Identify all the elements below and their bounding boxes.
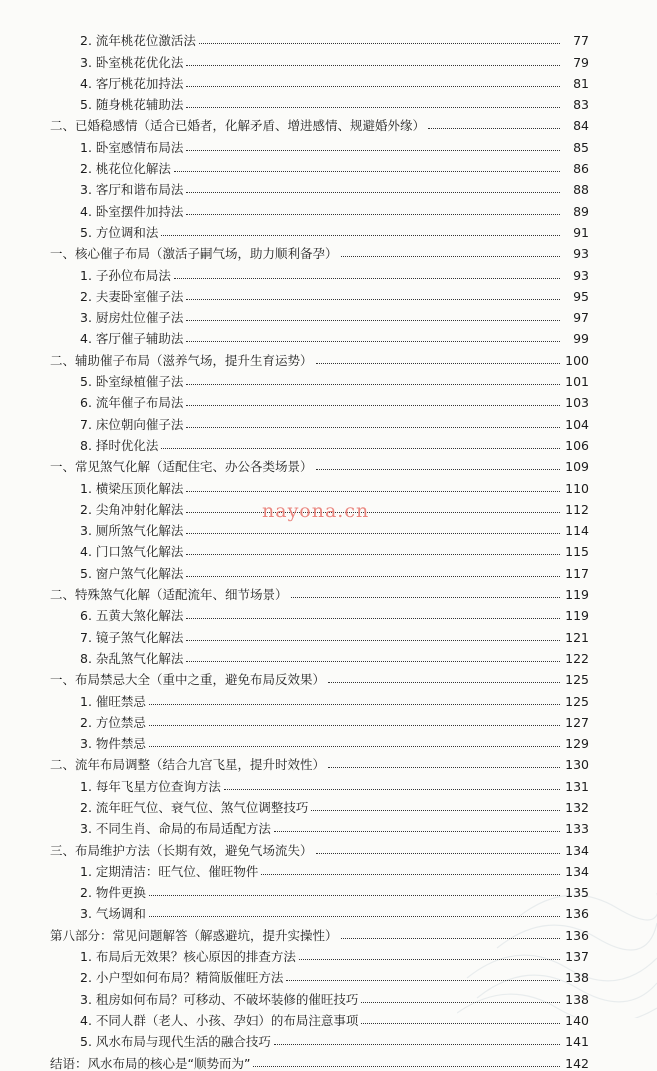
toc-leader-dots	[328, 767, 560, 768]
toc-entry[interactable]	[0, 730, 657, 751]
toc-leader-dots	[316, 363, 560, 364]
toc-entry-page-number: 115	[565, 544, 589, 560]
toc-leader-dots	[186, 384, 560, 385]
toc-entry-page-number: 129	[565, 736, 589, 752]
toc-leader-dots	[328, 682, 560, 683]
toc-entry-title: 6. 流年催子布局法	[80, 395, 184, 411]
toc-entry-title: 4. 卧室摆件加持法	[80, 203, 184, 219]
toc-entry-page-number: 93	[573, 267, 589, 283]
toc-entry-title: 1. 每年飞星方位查询方法	[80, 778, 221, 794]
toc-entry-title: 4. 门口煞气化解法	[80, 544, 184, 560]
toc-entry[interactable]	[0, 27, 657, 48]
toc-leader-dots	[286, 980, 560, 981]
toc-entry[interactable]	[0, 176, 657, 197]
toc-leader-dots	[161, 448, 560, 449]
toc-entry[interactable]	[0, 602, 657, 623]
toc-entry-page-number: 89	[573, 203, 589, 219]
toc-entry[interactable]	[0, 155, 657, 176]
toc-entry-page-number: 134	[565, 863, 589, 879]
toc-entry[interactable]	[0, 48, 657, 69]
toc-entry-title: 6. 五黄大煞化解法	[80, 608, 184, 624]
toc-leader-dots	[186, 341, 560, 342]
toc-leader-dots	[361, 1023, 560, 1024]
toc-entry[interactable]	[0, 751, 657, 772]
toc-entry[interactable]	[0, 559, 657, 580]
toc-leader-dots	[361, 1002, 560, 1003]
toc-entry[interactable]	[0, 709, 657, 730]
toc-entry-title: 8. 杂乱煞气化解法	[80, 650, 184, 666]
toc-entry-title: 5. 窗户煞气化解法	[80, 565, 184, 581]
toc-entry-title: 2. 方位禁忌	[80, 714, 146, 730]
toc-leader-dots	[149, 725, 560, 726]
toc-entry-page-number: 93	[573, 246, 589, 262]
toc-entry-page-number: 91	[573, 224, 589, 240]
toc-entry-title: 2. 流年桃花位激活法	[80, 33, 196, 49]
toc-entry[interactable]	[0, 133, 657, 154]
toc-entry-title: 1. 子孙位布局法	[80, 267, 171, 283]
toc-leader-dots	[186, 554, 560, 555]
toc-entry-page-number: 79	[573, 54, 589, 70]
toc-leader-dots	[316, 469, 560, 470]
toc-entry-title: 2. 物件更换	[80, 885, 146, 901]
toc-entry-page-number: 88	[573, 182, 589, 198]
toc-entry[interactable]	[0, 283, 657, 304]
toc-entry-title: 4. 客厅桃花加持法	[80, 75, 184, 91]
toc-entry-page-number: 127	[565, 714, 589, 730]
toc-leader-dots	[261, 874, 560, 875]
toc-entry[interactable]	[0, 453, 657, 474]
toc-entry-title: 1. 催旺禁忌	[80, 693, 146, 709]
toc-entry-title: 二、已婚稳感情（适合已婚者，化解矛盾、增进感情、规避婚外缘）	[50, 118, 426, 134]
toc-entry-page-number: 95	[573, 288, 589, 304]
toc-entry-page-number: 121	[565, 629, 589, 645]
toc-entry[interactable]	[0, 112, 657, 133]
toc-entry-title: 4. 客厅催子辅助法	[80, 331, 184, 347]
toc-entry-page-number: 81	[573, 75, 589, 91]
toc-leader-dots	[291, 597, 560, 598]
toc-entry[interactable]	[0, 879, 657, 900]
toc-entry-title: 2. 小户型如何布局？精简版催旺方法	[80, 970, 284, 986]
toc-entry-title: 1. 横梁压顶化解法	[80, 480, 184, 496]
toc-entry-title: 3. 厕所煞气化解法	[80, 523, 184, 539]
toc-leader-dots	[149, 895, 560, 896]
toc-entry-title: 8. 择时优化法	[80, 437, 159, 453]
toc-entry-title: 3. 卧室桃花优化法	[80, 54, 184, 70]
toc-leader-dots	[299, 959, 560, 960]
toc-leader-dots	[341, 256, 560, 257]
toc-entry-page-number: 117	[565, 565, 589, 581]
toc-leader-dots	[149, 746, 560, 747]
toc-entry-title: 3. 不同生肖、命局的布局适配方法	[80, 821, 271, 837]
toc-entry-title: 1. 卧室感情布局法	[80, 139, 184, 155]
toc-entry-page-number: 138	[565, 991, 589, 1007]
toc-entry[interactable]	[0, 368, 657, 389]
toc-entry[interactable]	[0, 623, 657, 644]
toc-leader-dots	[186, 640, 560, 641]
toc-entry-page-number: 110	[565, 480, 589, 496]
toc-leader-dots	[186, 405, 560, 406]
toc-entry-page-number: 133	[565, 821, 589, 837]
toc-entry[interactable]	[0, 985, 657, 1006]
toc-entry[interactable]	[0, 858, 657, 879]
toc-entry-page-number: 106	[565, 437, 589, 453]
toc-leader-dots	[224, 789, 560, 790]
toc-leader-dots	[186, 320, 560, 321]
toc-leader-dots	[316, 853, 560, 854]
toc-entry-page-number: 142	[565, 1055, 589, 1071]
toc-leader-dots	[186, 576, 560, 577]
toc-entry-page-number: 101	[565, 374, 589, 390]
toc-entry[interactable]	[0, 538, 657, 559]
toc-leader-dots	[186, 533, 560, 534]
toc-leader-dots	[186, 299, 560, 300]
toc-leader-dots	[186, 661, 560, 662]
toc-leader-dots	[274, 831, 560, 832]
toc-entry-page-number: 140	[565, 1012, 589, 1028]
table-of-contents	[0, 27, 657, 1071]
toc-entry-title: 三、布局维护方法（长期有效，避免气场流失）	[50, 842, 313, 858]
toc-entry-page-number: 137	[565, 949, 589, 965]
toc-leader-dots	[174, 171, 560, 172]
toc-leader-dots	[428, 128, 560, 129]
toc-leader-dots	[186, 192, 560, 193]
toc-entry-page-number: 132	[565, 799, 589, 815]
toc-entry-page-number: 103	[565, 395, 589, 411]
toc-entry-page-number: 97	[573, 310, 589, 326]
toc-entry-title: 7. 床位朝向催子法	[80, 416, 184, 432]
toc-leader-dots	[186, 150, 560, 151]
toc-entry[interactable]	[0, 666, 657, 687]
toc-entry-page-number: 131	[565, 778, 589, 794]
toc-entry-title: 3. 气场调和	[80, 906, 146, 922]
toc-entry-page-number: 138	[565, 970, 589, 986]
toc-leader-dots	[186, 512, 560, 513]
toc-entry-title: 2. 尖角冲射化解法	[80, 501, 184, 517]
toc-entry[interactable]	[0, 432, 657, 453]
toc-entry-page-number: 122	[565, 650, 589, 666]
toc-entry-page-number: 77	[573, 33, 589, 49]
toc-entry-page-number: 114	[565, 523, 589, 539]
toc-entry-title: 5. 方位调和法	[80, 224, 159, 240]
toc-entry-page-number: 119	[565, 587, 589, 603]
toc-entry-title: 2. 流年旺气位、衰气位、煞气位调整技巧	[80, 799, 309, 815]
toc-entry-title: 二、流年布局调整（结合九宫飞星，提升时效性）	[50, 757, 326, 773]
toc-entry[interactable]	[0, 1028, 657, 1049]
toc-entry[interactable]	[0, 921, 657, 942]
toc-leader-dots	[186, 107, 560, 108]
toc-entry-title: 5. 风水布局与现代生活的融合技巧	[80, 1034, 271, 1050]
toc-entry[interactable]	[0, 772, 657, 793]
toc-entry[interactable]	[0, 389, 657, 410]
toc-entry-page-number: 99	[573, 331, 589, 347]
toc-leader-dots	[174, 278, 560, 279]
toc-entry-title: 二、特殊煞气化解（适配流年、细节场景）	[50, 587, 288, 603]
toc-entry[interactable]	[0, 240, 657, 261]
toc-entry-title: 1. 布局后无效果？核心原因的排查方法	[80, 949, 296, 965]
toc-entry[interactable]	[0, 794, 657, 815]
toc-entry-page-number: 86	[573, 161, 589, 177]
toc-entry[interactable]	[0, 70, 657, 91]
toc-entry-page-number: 100	[565, 352, 589, 368]
toc-entry[interactable]	[0, 687, 657, 708]
toc-entry-page-number: 85	[573, 139, 589, 155]
toc-entry-title: 4. 不同人群（老人、小孩、孕妇）的布局注意事项	[80, 1012, 359, 1028]
toc-leader-dots	[341, 938, 560, 939]
toc-leader-dots	[311, 810, 560, 811]
toc-entry[interactable]	[0, 581, 657, 602]
toc-entry-title: 3. 客厅和谐布局法	[80, 182, 184, 198]
toc-leader-dots	[186, 86, 560, 87]
toc-entry-page-number: 104	[565, 416, 589, 432]
toc-entry-title: 一、常见煞气化解（适配住宅、办公各类场景）	[50, 459, 313, 475]
toc-entry[interactable]	[0, 900, 657, 921]
toc-leader-dots	[161, 235, 560, 236]
toc-leader-dots	[186, 214, 560, 215]
toc-entry-title: 第八部分：常见问题解答（解惑避坑，提升实操性）	[50, 927, 338, 943]
toc-entry[interactable]	[0, 1007, 657, 1028]
toc-entry-title: 3. 物件禁忌	[80, 736, 146, 752]
toc-entry-page-number: 84	[573, 118, 589, 134]
toc-entry[interactable]	[0, 325, 657, 346]
toc-entry-title: 二、辅助催子布局（滋养气场，提升生育运势）	[50, 352, 313, 368]
toc-entry-page-number: 109	[565, 459, 589, 475]
toc-entry-page-number: 125	[565, 672, 589, 688]
toc-entry-page-number: 141	[565, 1034, 589, 1050]
toc-entry[interactable]	[0, 410, 657, 431]
toc-entry-title: 7. 镜子煞气化解法	[80, 629, 184, 645]
toc-entry[interactable]	[0, 815, 657, 836]
toc-entry-title: 1. 定期清洁：旺气位、催旺物件	[80, 863, 259, 879]
toc-entry-title: 2. 夫妻卧室催子法	[80, 288, 184, 304]
toc-entry-title: 5. 卧室绿植催子法	[80, 374, 184, 390]
toc-entry[interactable]	[0, 219, 657, 240]
toc-entry-page-number: 119	[565, 608, 589, 624]
toc-entry[interactable]	[0, 964, 657, 985]
toc-entry-title: 3. 厨房灶位催子法	[80, 310, 184, 326]
toc-entry[interactable]	[0, 197, 657, 218]
toc-entry-title: 一、核心催子布局（激活子嗣气场，助力顺利备孕）	[50, 246, 338, 262]
toc-entry[interactable]	[0, 1049, 657, 1070]
toc-entry-page-number: 134	[565, 842, 589, 858]
toc-entry[interactable]	[0, 836, 657, 857]
toc-entry-page-number: 136	[565, 906, 589, 922]
toc-entry-title: 3. 租房如何布局？可移动、不破坏装修的催旺技巧	[80, 991, 359, 1007]
toc-entry[interactable]	[0, 304, 657, 325]
toc-entry[interactable]	[0, 474, 657, 495]
toc-entry-title: 一、布局禁忌大全（重中之重，避免布局反效果）	[50, 672, 326, 688]
toc-leader-dots	[149, 704, 560, 705]
toc-entry-page-number: 130	[565, 757, 589, 773]
toc-leader-dots	[199, 43, 560, 44]
toc-entry[interactable]	[0, 261, 657, 282]
toc-entry-title: 结语：风水布局的核心是“顺势而为”	[50, 1055, 251, 1071]
toc-entry-title: 5. 随身桃花辅助法	[80, 97, 184, 113]
toc-entry-page-number: 136	[565, 927, 589, 943]
toc-leader-dots	[186, 618, 560, 619]
toc-entry-page-number: 112	[565, 501, 589, 517]
watermark-text: nayona.cn	[262, 500, 370, 522]
toc-entry-page-number: 135	[565, 885, 589, 901]
toc-leader-dots	[186, 65, 560, 66]
toc-entry-page-number: 83	[573, 97, 589, 113]
toc-leader-dots	[253, 1066, 560, 1067]
toc-entry[interactable]	[0, 346, 657, 367]
toc-entry[interactable]	[0, 645, 657, 666]
toc-leader-dots	[149, 916, 560, 917]
toc-leader-dots	[186, 491, 560, 492]
toc-entry[interactable]	[0, 943, 657, 964]
toc-leader-dots	[186, 427, 560, 428]
toc-entry-page-number: 125	[565, 693, 589, 709]
toc-leader-dots	[274, 1044, 560, 1045]
toc-entry[interactable]	[0, 91, 657, 112]
toc-entry-title: 2. 桃花位化解法	[80, 161, 171, 177]
